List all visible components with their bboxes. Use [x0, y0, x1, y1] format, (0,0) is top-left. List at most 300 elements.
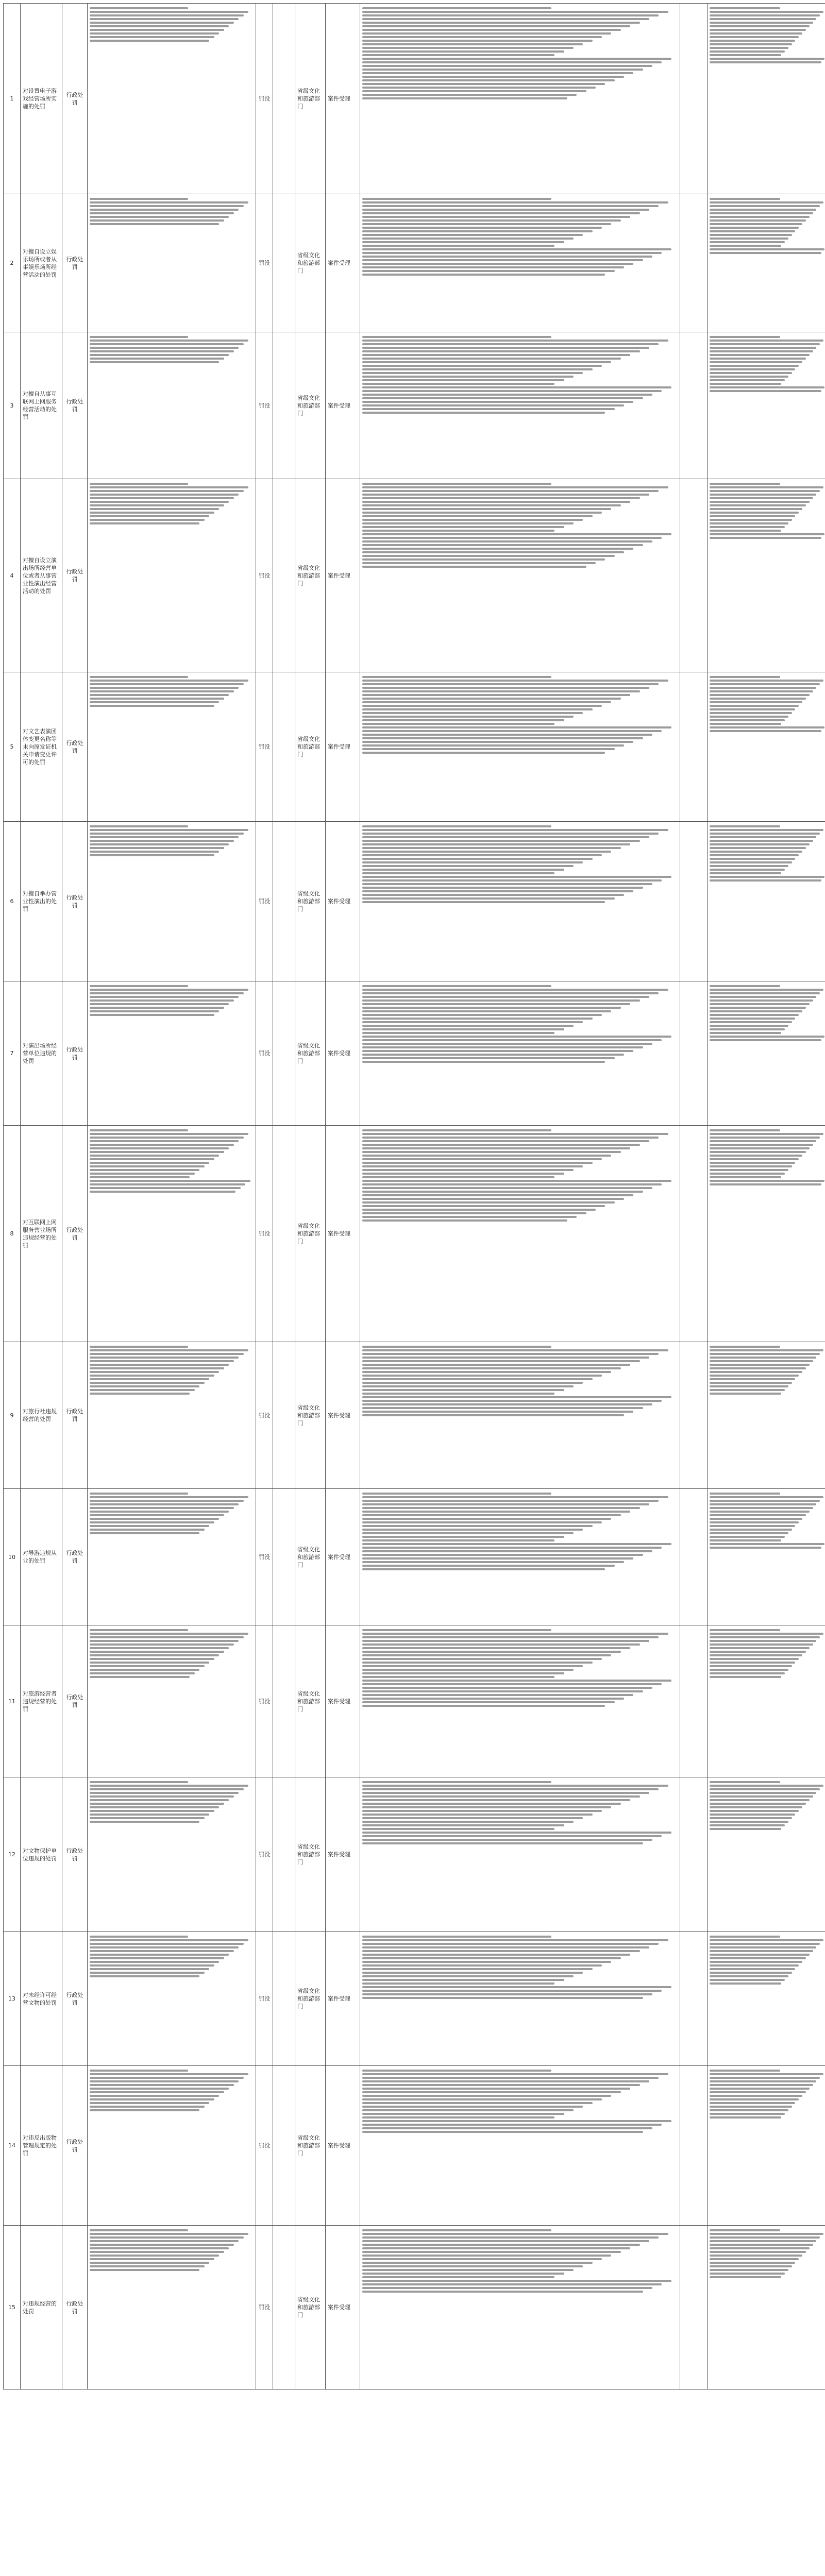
- text-line: [362, 1521, 602, 1523]
- text-line: [362, 843, 630, 845]
- item-name: 对擅自设立娱乐场所或者从事娱乐场所经营活动的处罚: [21, 194, 62, 332]
- text-line: [710, 1814, 795, 1816]
- text-line: [710, 676, 780, 678]
- implementing-subject: 省级文化和旅游部门: [295, 2226, 326, 2389]
- text-line: [90, 854, 214, 856]
- text-line: [362, 1954, 630, 1956]
- text-line: [362, 401, 633, 403]
- text-line: [362, 2269, 574, 2271]
- text-line: [362, 1950, 640, 1952]
- text-line: [710, 1018, 795, 1020]
- text-line: [362, 1140, 649, 1142]
- text-line: [362, 1165, 583, 1167]
- process-step: 案件受理: [326, 1126, 360, 1342]
- text-line: [362, 1411, 633, 1413]
- text-line: [710, 209, 816, 211]
- text-line: [362, 209, 649, 211]
- text-line: [90, 490, 244, 492]
- text-line: [710, 1010, 802, 1012]
- text-line: [362, 1021, 583, 1023]
- text-line: [362, 566, 586, 568]
- text-line: [90, 1187, 241, 1189]
- text-line: [710, 1824, 785, 1826]
- item-type: 行政处罚: [62, 2066, 88, 2226]
- responsibility-text: [360, 4, 680, 194]
- text-line: [90, 1140, 239, 1142]
- text-line: [90, 343, 244, 345]
- text-line: [710, 694, 810, 696]
- text-line: [710, 1346, 780, 1348]
- text-line: [90, 698, 224, 700]
- text-line: [710, 1658, 799, 1660]
- text-line: [710, 716, 788, 718]
- text-line: [710, 368, 795, 370]
- text-line: [362, 1629, 551, 1631]
- text-line: [710, 1939, 823, 1941]
- item-type: 行政处罚: [62, 822, 88, 981]
- text-line: [710, 1176, 781, 1178]
- text-line: [362, 94, 577, 96]
- text-line: [362, 515, 593, 517]
- text-line: [90, 340, 248, 342]
- text-line: [710, 1511, 810, 1513]
- text-line: [90, 1349, 248, 1351]
- text-line: [362, 336, 551, 338]
- text-line: [710, 2070, 780, 2072]
- text-line: [710, 840, 813, 842]
- text-line: [90, 1525, 209, 1527]
- text-line: [90, 1393, 190, 1395]
- text-line: [710, 1792, 816, 1794]
- table-row: [4, 672, 825, 822]
- text-line: [710, 205, 820, 207]
- text-line: [362, 2098, 602, 2100]
- text-line: [710, 386, 824, 388]
- responsibility-text: [360, 332, 680, 479]
- text-line: [362, 2236, 659, 2239]
- text-line: [362, 201, 668, 204]
- text-line: [90, 14, 244, 16]
- text-line: [710, 985, 780, 987]
- text-line: [710, 2106, 792, 2108]
- text-line: [710, 2116, 781, 2119]
- text-line: [710, 683, 820, 685]
- text-line: [710, 879, 821, 882]
- text-line: [710, 1378, 795, 1380]
- text-line: [90, 1788, 244, 1790]
- text-line: [362, 1997, 643, 1999]
- text-line: [710, 865, 788, 867]
- text-line: [90, 1658, 214, 1660]
- short-col-a: 罚没: [256, 194, 273, 332]
- text-line: [362, 266, 624, 268]
- blank-col: [680, 672, 708, 822]
- text-line: [362, 2091, 621, 2093]
- text-line: [90, 350, 234, 352]
- text-line: [710, 347, 816, 349]
- text-line: [90, 7, 188, 9]
- text-line: [362, 1385, 574, 1387]
- text-line: [710, 36, 799, 38]
- text-line: [362, 1169, 574, 1171]
- text-line: [710, 1367, 806, 1369]
- text-line: [362, 1133, 668, 1135]
- text-line: [362, 851, 611, 853]
- text-line: [362, 2280, 671, 2282]
- text-line: [362, 985, 551, 987]
- text-line: [710, 1503, 816, 1505]
- item-name: 对违反出版物管理规定的处罚: [21, 2066, 62, 2226]
- text-line: [710, 230, 795, 232]
- text-line: [90, 1003, 229, 1005]
- short-col-a: 罚没: [256, 1625, 273, 1777]
- text-line: [362, 1496, 668, 1498]
- text-line: [362, 1010, 611, 1012]
- text-line: [362, 2273, 564, 2275]
- text-line: [710, 25, 810, 27]
- text-line: [362, 2084, 640, 2086]
- text-line: [362, 245, 554, 247]
- text-line: [362, 1219, 567, 1222]
- text-line: [90, 522, 199, 524]
- text-line: [362, 996, 649, 998]
- item-type: 行政处罚: [62, 2226, 88, 2389]
- text-line: [90, 1158, 214, 1160]
- text-line: [710, 2255, 802, 2257]
- text-line: [710, 2098, 799, 2100]
- text-line: [710, 252, 821, 254]
- text-line: [710, 497, 813, 499]
- responsibility-text: [360, 1625, 680, 1777]
- text-line: [90, 1799, 229, 1801]
- text-line: [710, 383, 781, 385]
- contents-text: [708, 194, 825, 332]
- text-line: [362, 252, 662, 254]
- text-line: [362, 241, 564, 243]
- short-col-a: 罚没: [256, 1126, 273, 1342]
- short-col-a: 罚没: [256, 1932, 273, 2066]
- text-line: [90, 847, 224, 849]
- text-line: [362, 2251, 621, 2253]
- text-line: [90, 1961, 219, 1963]
- text-line: [90, 1375, 214, 1377]
- text-line: [362, 2291, 643, 2293]
- short-col-a: 罚没: [256, 479, 273, 672]
- text-line: [710, 512, 799, 514]
- text-line: [362, 1990, 662, 1992]
- text-line: [710, 690, 813, 692]
- legal-basis: [88, 194, 256, 332]
- text-line: [710, 1536, 785, 1538]
- text-line: [362, 1643, 640, 1646]
- text-line: [710, 47, 788, 49]
- text-line: [710, 1360, 813, 1362]
- text-line: [710, 2229, 780, 2231]
- text-line: [710, 223, 802, 225]
- text-line: [710, 1183, 821, 1185]
- text-line: [90, 1662, 209, 1664]
- text-line: [362, 890, 633, 892]
- text-line: [90, 1191, 235, 1193]
- text-line: [362, 1216, 577, 1218]
- text-line: [362, 526, 564, 528]
- legal-basis: [88, 1932, 256, 2066]
- text-line: [710, 1147, 810, 1149]
- table-row: [4, 1932, 825, 2066]
- text-line: [362, 1518, 611, 1520]
- text-line: [710, 234, 792, 236]
- text-line: [710, 1155, 802, 1157]
- legal-basis: [88, 1777, 256, 1932]
- text-line: [710, 1547, 821, 1549]
- text-line: [710, 336, 780, 338]
- text-line: [90, 336, 188, 338]
- contents-text: [708, 981, 825, 1126]
- text-line: [362, 1835, 662, 1837]
- text-line: [710, 1158, 799, 1160]
- text-line: [710, 876, 824, 878]
- text-line: [362, 1176, 554, 1178]
- text-line: [362, 1964, 602, 1967]
- text-line: [710, 390, 821, 392]
- text-line: [90, 1155, 219, 1157]
- text-line: [710, 1647, 810, 1649]
- text-line: [362, 1539, 554, 1541]
- text-line: [710, 522, 788, 524]
- responsibility-text: [360, 672, 680, 822]
- text-line: [710, 1640, 816, 1642]
- text-line: [362, 1939, 668, 1941]
- text-line: [90, 361, 219, 363]
- text-line: [710, 1129, 780, 1131]
- text-line: [362, 1032, 554, 1034]
- text-line: [362, 11, 668, 13]
- text-line: [90, 201, 248, 204]
- short-col-b: [273, 981, 295, 1126]
- item-name: 对演出场所经营单位违规的处罚: [21, 981, 62, 1126]
- text-line: [362, 483, 551, 485]
- text-line: [362, 989, 668, 991]
- text-line: [362, 2255, 611, 2257]
- text-line: [362, 259, 643, 261]
- text-line: [710, 2088, 810, 2090]
- text-line: [710, 1521, 799, 1523]
- text-line: [710, 201, 823, 204]
- text-line: [710, 1507, 813, 1509]
- text-line: [710, 2244, 813, 2246]
- text-line: [710, 350, 813, 352]
- contents-text: [708, 2226, 825, 2389]
- text-line: [90, 1511, 229, 1513]
- text-line: [362, 1672, 564, 1674]
- text-line: [90, 1943, 244, 1945]
- text-line: [362, 504, 621, 506]
- text-line: [362, 872, 554, 874]
- text-line: [362, 1201, 615, 1204]
- text-line: [362, 2106, 583, 2108]
- text-line: [710, 1961, 802, 1963]
- table-row: [4, 1342, 825, 1489]
- contents-text: [708, 1126, 825, 1342]
- text-line: [710, 1364, 810, 1366]
- text-line: [362, 1839, 652, 1841]
- text-line: [710, 1500, 820, 1502]
- responsibility-text: [360, 2066, 680, 2226]
- text-line: [90, 705, 214, 707]
- text-line: [90, 501, 229, 503]
- legal-basis: [88, 2066, 256, 2226]
- text-line: [362, 1194, 633, 1196]
- text-line: [710, 227, 799, 229]
- text-line: [90, 32, 219, 35]
- text-line: [90, 198, 188, 200]
- text-line: [90, 1654, 219, 1656]
- short-col-b: [273, 1126, 295, 1342]
- text-line: [90, 1532, 199, 1534]
- text-line: [710, 1799, 810, 1801]
- text-line: [90, 1173, 195, 1175]
- text-line: [362, 1151, 621, 1153]
- text-line: [362, 533, 671, 535]
- blank-col: [680, 1342, 708, 1489]
- text-line: [362, 198, 551, 200]
- text-line: [362, 2116, 554, 2119]
- text-line: [362, 1382, 583, 1384]
- text-line: [710, 1371, 802, 1373]
- text-line: [710, 833, 820, 835]
- text-line: [90, 1180, 250, 1182]
- text-line: [710, 2251, 806, 2253]
- text-line: [90, 1137, 244, 1139]
- text-line: [362, 340, 668, 342]
- text-line: [362, 1665, 583, 1667]
- short-col-a: 罚没: [256, 1777, 273, 1932]
- text-line: [710, 526, 785, 528]
- text-line: [90, 680, 248, 682]
- text-line: [710, 851, 802, 853]
- short-col-b: [273, 822, 295, 981]
- text-line: [710, 372, 792, 374]
- short-col-a: 罚没: [256, 1342, 273, 1489]
- text-line: [90, 989, 248, 991]
- text-line: [362, 530, 554, 532]
- text-line: [362, 1943, 659, 1945]
- text-line: [362, 744, 624, 747]
- text-line: [710, 1964, 799, 1967]
- text-line: [362, 897, 615, 900]
- text-line: [362, 2070, 551, 2072]
- text-line: [362, 1400, 662, 1402]
- text-line: [362, 65, 652, 67]
- text-line: [710, 2262, 795, 2264]
- short-col-b: [273, 332, 295, 479]
- row-number: 14: [4, 2066, 21, 2226]
- text-line: [362, 694, 630, 696]
- text-line: [710, 1803, 806, 1805]
- item-type: 行政处罚: [62, 194, 88, 332]
- text-line: [362, 2276, 554, 2278]
- text-line: [90, 1144, 234, 1146]
- text-line: [362, 1961, 611, 1963]
- text-line: [362, 1676, 554, 1678]
- text-line: [362, 562, 596, 564]
- text-line: [90, 2073, 248, 2075]
- contents-text: [708, 332, 825, 479]
- text-line: [362, 1536, 564, 1538]
- text-line: [362, 992, 659, 994]
- row-number: 13: [4, 1932, 21, 2066]
- text-line: [710, 1629, 780, 1631]
- short-col-b: [273, 672, 295, 822]
- text-line: [90, 836, 239, 838]
- text-line: [362, 1155, 611, 1157]
- implementing-subject: 省级文化和旅游部门: [295, 1342, 326, 1489]
- text-line: [710, 1633, 823, 1635]
- document-sheet: [3, 3, 822, 2389]
- text-line: [90, 29, 224, 31]
- text-line: [362, 2283, 662, 2285]
- text-line: [710, 1393, 781, 1395]
- text-line: [90, 1010, 219, 1012]
- process-step: 案件受理: [326, 981, 360, 1126]
- text-line: [362, 1043, 652, 1045]
- text-line: [710, 340, 823, 342]
- text-line: [362, 1389, 564, 1391]
- contents-text: [708, 672, 825, 822]
- item-type: 行政处罚: [62, 1932, 88, 2066]
- text-line: [710, 1672, 785, 1674]
- text-line: [710, 2233, 823, 2235]
- text-line: [90, 687, 239, 689]
- text-line: [362, 1554, 643, 1556]
- text-line: [710, 1137, 820, 1139]
- text-line: [710, 501, 810, 503]
- text-line: [710, 358, 806, 360]
- text-line: [710, 723, 781, 725]
- process-step: 案件受理: [326, 2226, 360, 2389]
- blank-col: [680, 1777, 708, 1932]
- text-line: [90, 843, 229, 845]
- text-line: [362, 490, 659, 492]
- text-line: [362, 737, 643, 739]
- text-line: [362, 76, 624, 78]
- process-step: 案件受理: [326, 479, 360, 672]
- text-line: [362, 748, 615, 750]
- text-line: [362, 1832, 671, 1834]
- item-type: 行政处罚: [62, 1126, 88, 1342]
- text-line: [362, 1651, 621, 1653]
- text-line: [362, 1183, 662, 1185]
- text-line: [90, 829, 248, 831]
- row-number: 1: [4, 4, 21, 194]
- text-line: [362, 383, 554, 385]
- text-line: [362, 829, 668, 831]
- text-line: [362, 354, 630, 356]
- text-line: [362, 372, 583, 374]
- text-line: [362, 2127, 652, 2129]
- responsibility-text: [360, 194, 680, 332]
- process-step: 案件受理: [326, 1489, 360, 1625]
- text-line: [710, 365, 799, 367]
- text-line: [362, 1036, 671, 1038]
- text-line: [710, 238, 788, 240]
- text-line: [90, 2269, 199, 2271]
- text-line: [710, 537, 821, 539]
- text-line: [710, 1375, 799, 1377]
- text-line: [90, 1378, 209, 1380]
- text-line: [90, 1954, 229, 1956]
- text-line: [362, 1547, 662, 1549]
